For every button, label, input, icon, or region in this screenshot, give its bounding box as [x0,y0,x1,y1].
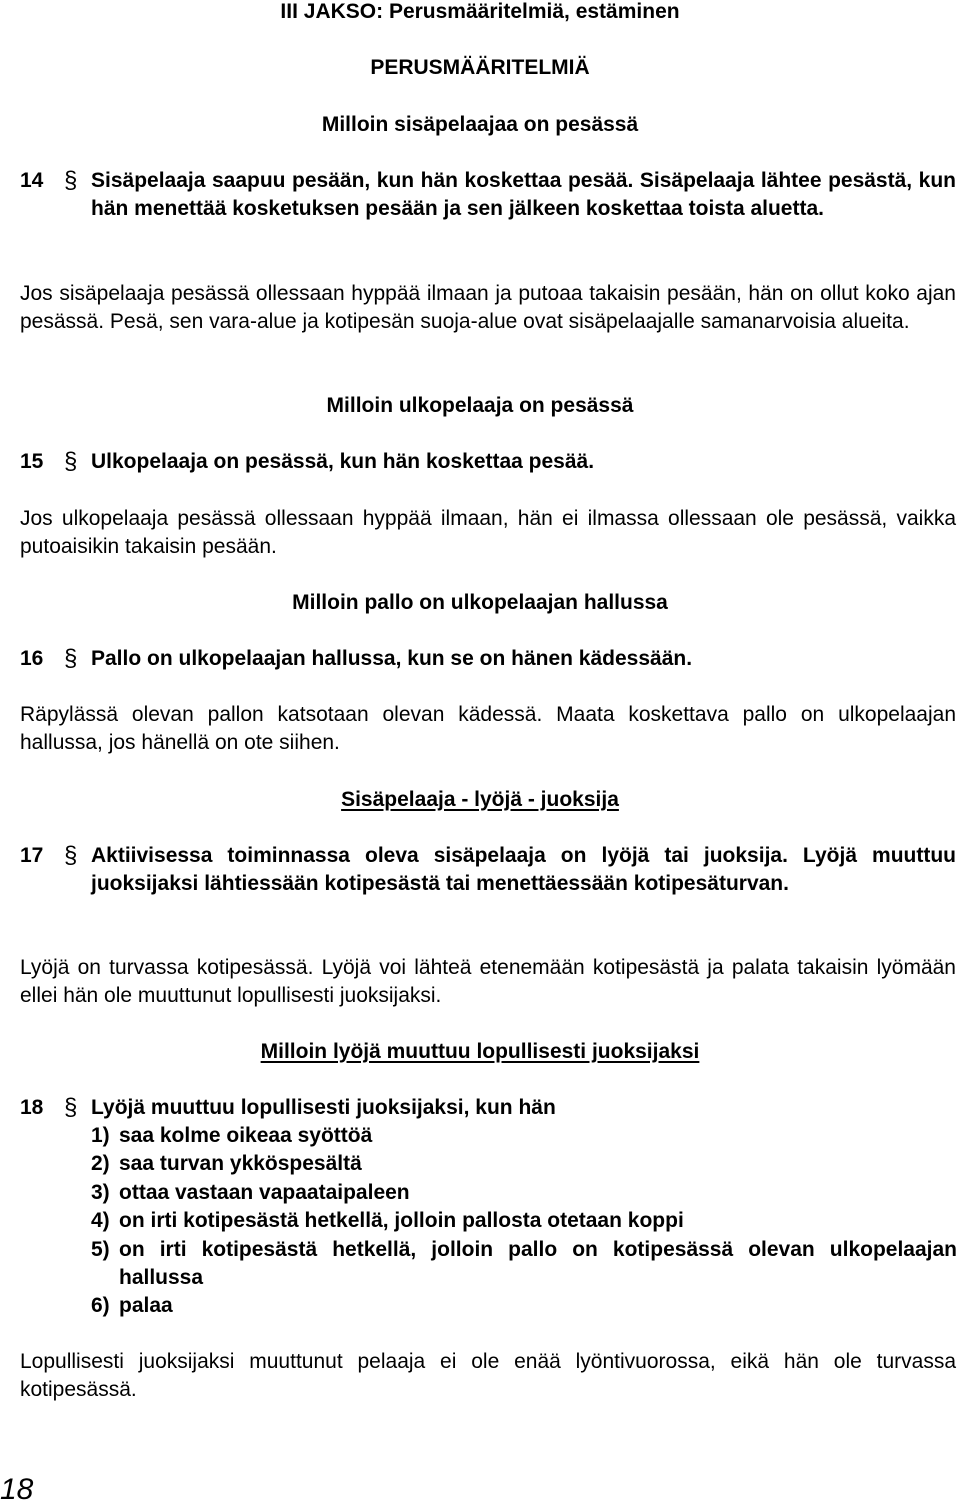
rule-14 [20,167,956,223]
rule-number: 16 [20,647,44,670]
paragraph-16: Räpylässä olevan pallon katsotaan olevan kädessä. Maata koskettava pallo on ulkopelaajan hallussa, jos hänellä on ote siihen. [20,703,956,754]
rule-text: Ulkopelaaja on pesässä, kun hän koskettaa pesää. [91,450,595,473]
page-number: 18 [0,1473,34,1506]
section-title: III JAKSO: Perusmääritelmiä, estäminen [280,0,680,23]
paragraph-sign: § [64,448,78,475]
rule-number: 17 [20,844,44,867]
list-item: 1) saa kolme oikeaa syöttöä [91,1124,373,1147]
paragraph-sign: § [64,645,78,672]
rule-18-list [91,1122,957,1321]
rule-number: 18 [20,1096,44,1119]
paragraph-sign: § [64,842,78,869]
rule-text: Pallo on ulkopelaajan hallussa, kun se on hänen kädessään. [91,647,693,670]
list-item: 5) on irti kotipesästä hetkellä, jolloin pallo on kotipesässä olevan ulkopelaajan hallussa [91,1237,957,1290]
heading-sisapelaaja-pesassa: Milloin sisäpelaajaa on pesässä [321,113,639,136]
rule-17 [20,842,956,898]
heading-lopullisesti-juoksijaksi: Milloin lyöjä muuttuu lopullisesti juoksijaksi [260,1040,700,1063]
heading-sisapelaaja-lyoja-juoksija: Sisäpelaaja - lyöjä - juoksija [341,788,619,811]
rule-number: 15 [20,450,44,473]
list-item: 2) saa turvan ykköspesältä [91,1152,362,1176]
paragraph-sign: § [64,1094,78,1121]
paragraph-15: Jos ulkopelaaja pesässä ollessaan hyppää ilmaan, hän ei ilmassa ollessaan ole pesässä, vaikka putoaisikin takaisin pesään. [20,507,956,558]
paragraph-17: Lyöjä on turvassa kotipesässä. Lyöjä voi lähteä etenemään kotipesästä ja palata takaisin lyömään ellei hän ole muuttunut lopullisesti juoksijaksi. [20,956,956,1007]
list-item: 6) palaa [91,1294,173,1318]
rule-16 [20,645,956,673]
list-item: 4) on irti kotipesästä hetkellä, jolloin pallosta otetaan koppi [91,1209,684,1233]
rule-15 [20,448,956,476]
heading-ulkopelaaja-pesassa: Milloin ulkopelaaja on pesässä [326,394,634,417]
list-item: 3) ottaa vastaan vapaataipaleen [91,1180,410,1204]
paragraph-14: Jos sisäpelaaja pesässä ollessaan hyppää ilmaan ja putoaa takaisin pesään, hän on ollut koko ajan pesässä. Pesä, sen vara-alue ja kotipesän suoja-alue ovat sisäpelaajalle samanarvoisia alueita. [20,282,956,333]
rule-text: Aktiivisessa toiminnassa oleva sisäpelaaja on lyöjä tai juoksija. Lyöjä muuttuu juoksijaksi lähtiessään kotipesästä tai menettäessään kotipesäturvan. [91,844,956,895]
subsection-title: PERUSMÄÄRITELMIÄ [370,56,590,79]
rule-18 [20,1094,956,1122]
paragraph-18: Lopullisesti juoksijaksi muuttunut pelaaja ei ole enää lyöntivuorossa, eikä hän ole turvassa kotipesässä. [20,1350,956,1401]
paragraph-sign: § [64,167,78,194]
rule-text: Lyöjä muuttuu lopullisesti juoksijaksi, kun hän [91,1096,556,1119]
heading-pallo-hallussa: Milloin pallo on ulkopelaajan hallussa [292,591,668,614]
rule-text: Sisäpelaaja saapuu pesään, kun hän koskettaa pesää. Sisäpelaaja lähtee pesästä, kun hän menettää kosketuksen pesään ja sen jälkeen koskettaa toista aluetta. [91,169,956,220]
rule-number: 14 [20,169,44,192]
